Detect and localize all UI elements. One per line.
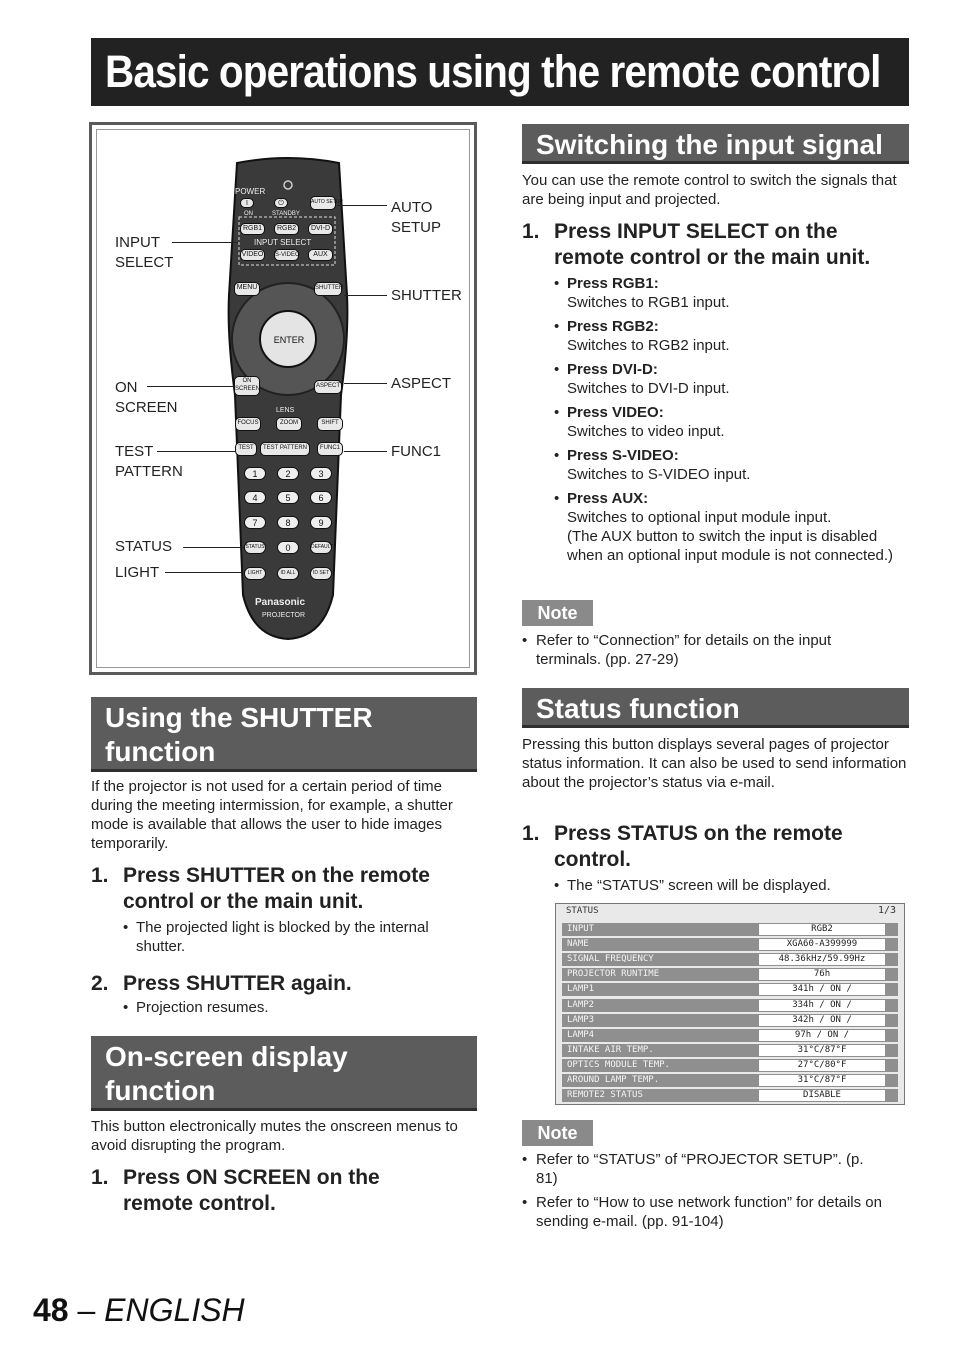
input-select-label: INPUT SELECT xyxy=(254,238,312,247)
svideo-button[interactable]: S-VIDEO xyxy=(274,249,299,261)
status-row-label: OPTICS MODULE TEMP. xyxy=(562,1059,898,1072)
callout-aspect: ASPECT xyxy=(391,375,452,392)
status-row-value: 334h / ON / xyxy=(759,1000,885,1011)
callout-status: STATUS xyxy=(115,538,172,555)
step-text: Press INPUT SELECT on the remote control or the main unit. xyxy=(554,220,871,269)
remote-figure xyxy=(89,122,477,675)
digit-8-button[interactable]: 8 xyxy=(277,516,299,529)
status-row-label: AROUND LAMP TEMP. xyxy=(562,1074,898,1087)
callout-test-pattern: TEST PATTERN xyxy=(115,443,183,480)
light-button[interactable]: LIGHT xyxy=(244,567,266,580)
input-options-list: • Press RGB1: Switches to RGB1 input. • Press RGB2: Switches to RGB2 input. • Press DVI-D: Switches to DVI-D input. • Press VIDEO: Switches to video input. • Press S-VIDEO: Switches to S-VIDEO input. • Press AUX: Switches to optional input module input. (The AUX button to switch the input is disabled when an optional input module is not connected.) xyxy=(554,275,894,564)
onscreen-intro: This button electronically mutes the onscreen menus to avoid disrupting the program. xyxy=(91,1118,458,1154)
status-row xyxy=(562,923,898,936)
page-title-bar xyxy=(91,38,909,106)
status-button[interactable]: STATUS xyxy=(244,541,266,554)
default-button[interactable]: DEFAULT xyxy=(310,541,332,554)
id-set-button[interactable]: ID SET xyxy=(310,567,332,580)
step-text: Press SHUTTER on the remote control or the main unit. xyxy=(123,864,430,913)
status-row-value: DISABLE xyxy=(759,1090,885,1101)
status-row-label: LAMP2 xyxy=(562,999,898,1012)
callout-on-screen: ON SCREEN xyxy=(115,379,178,416)
enter-button[interactable]: ENTER xyxy=(273,335,305,345)
digit-1-button[interactable]: 1 xyxy=(244,467,266,480)
status-row-label: INPUT xyxy=(562,923,898,936)
onscreen-section-heading: On-screen display function xyxy=(91,1036,477,1111)
footer-language: ENGLISH xyxy=(104,1292,245,1328)
status-intro: Pressing this button displays several pages of projector status information. It can also be used to send information about the projector’s status via e-mail. xyxy=(522,736,907,791)
status-row-value: 48.36kHz/59.99Hz xyxy=(759,954,885,965)
aspect-button[interactable]: ASPECT xyxy=(314,380,342,394)
id-all-button[interactable]: ID ALL xyxy=(277,567,299,580)
aux-button[interactable]: AUX xyxy=(308,249,333,261)
brand-logo: Panasonic xyxy=(255,597,306,608)
status-row-value: 97h / ON / xyxy=(759,1030,885,1041)
status-row xyxy=(562,1014,898,1027)
rgb2-button[interactable]: RGB2 xyxy=(274,223,299,235)
step-number: 1. xyxy=(91,864,109,887)
digit-0-button[interactable]: 0 xyxy=(277,541,299,554)
status-row-value: XGA60-A399999 xyxy=(759,939,885,950)
step-text: Press SHUTTER again. xyxy=(123,972,352,995)
status-screen-page: 1/3 xyxy=(877,905,896,916)
video-button[interactable]: VIDEO xyxy=(240,249,265,261)
shutter-button[interactable]: SHUTTER xyxy=(314,282,342,296)
on-screen-button[interactable]: ON SCREEN xyxy=(234,376,260,396)
on-label: ON xyxy=(244,211,253,217)
page-title: Basic operations using the remote control xyxy=(105,46,881,97)
status-row-value: 341h / ON / xyxy=(759,984,885,995)
shutter-step-2 xyxy=(91,971,477,997)
status-row-label: LAMP3 xyxy=(562,1014,898,1027)
test-button[interactable]: TEST xyxy=(235,442,257,456)
page-footer xyxy=(33,1292,245,1329)
input-section-heading: Switching the input signal xyxy=(522,124,909,164)
status-row xyxy=(562,968,898,981)
status-row-label: INTAKE AIR TEMP. xyxy=(562,1044,898,1057)
standby-button[interactable]: ⏻ xyxy=(274,198,288,208)
footer-separator: – xyxy=(68,1292,105,1328)
status-note-label: Note xyxy=(522,1120,593,1146)
callout-input-select: INPUT SELECT xyxy=(115,234,174,271)
callout-func1: FUNC1 xyxy=(391,443,442,460)
func1-button[interactable]: FUNC1 xyxy=(317,442,343,456)
callout-auto-setup: AUTO SETUP xyxy=(391,199,442,236)
product-label: PROJECTOR xyxy=(262,612,306,619)
shutter-step-1 xyxy=(91,863,477,915)
standby-label: STANDBY xyxy=(272,211,300,217)
status-row xyxy=(562,983,898,996)
status-row-label: LAMP1 xyxy=(562,983,898,996)
shift-button[interactable]: SHIFT xyxy=(317,417,343,431)
status-row-label: SIGNAL FREQUENCY xyxy=(562,953,898,966)
lens-label: LENS xyxy=(276,407,295,414)
step-number: 1. xyxy=(522,220,540,243)
status-row xyxy=(562,1029,898,1042)
rgb1-button[interactable]: RGB1 xyxy=(240,223,265,235)
input-step-1 xyxy=(522,219,909,271)
status-row-value: 31°C/87°F xyxy=(759,1075,885,1086)
step-number: 2. xyxy=(91,972,109,995)
status-row xyxy=(562,999,898,1012)
status-row-label: NAME xyxy=(562,938,898,951)
callout-light: LIGHT xyxy=(115,564,160,581)
focus-button[interactable]: FOCUS xyxy=(235,417,261,431)
page-number: 48 xyxy=(33,1292,69,1328)
status-row xyxy=(562,1044,898,1057)
dvid-button[interactable]: DVI-D xyxy=(308,223,333,235)
status-row-value: 342h / ON / xyxy=(759,1015,885,1026)
digit-4-button[interactable]: 4 xyxy=(244,491,266,504)
on-button[interactable]: I xyxy=(240,198,254,208)
input-intro: You can use the remote control to switch the signals that are being input and projected. xyxy=(522,172,897,208)
status-row-value: RGB2 xyxy=(759,924,885,935)
status-step-1 xyxy=(522,821,909,873)
status-screen-title: STATUS xyxy=(566,906,599,916)
callout-shutter: SHUTTER xyxy=(391,287,462,304)
step-number: 1. xyxy=(522,822,540,845)
status-row xyxy=(562,1059,898,1072)
auto-setup-button[interactable]: AUTO SETUP xyxy=(310,196,336,210)
status-row-label: PROJECTOR RUNTIME xyxy=(562,968,898,981)
digit-5-button[interactable]: 5 xyxy=(277,491,299,504)
onscreen-step-1 xyxy=(91,1165,477,1217)
step-text: Press ON SCREEN on the remote control. xyxy=(123,1166,380,1215)
digit-7-button[interactable]: 7 xyxy=(244,516,266,529)
status-screen xyxy=(555,903,905,1105)
shutter-section-heading: Using the SHUTTER function xyxy=(91,697,477,772)
input-note-label: Note xyxy=(522,600,593,626)
zoom-button[interactable]: ZOOM xyxy=(276,417,302,431)
status-row xyxy=(562,1074,898,1087)
shutter-intro: If the projector is not used for a certain period of time during the meeting intermission, for example, a shutter mode is available that allows the user to hide images temporarily. xyxy=(91,778,453,852)
step-text: Press STATUS on the remote control. xyxy=(554,822,843,871)
status-row xyxy=(562,938,898,951)
power-label: POWER xyxy=(235,187,266,196)
status-row-value: 76h xyxy=(759,969,885,980)
step-number: 1. xyxy=(91,1166,109,1189)
status-row-value: 31°C/87°F xyxy=(759,1045,885,1056)
test-pattern-button[interactable]: TEST PATTERN xyxy=(260,442,310,456)
status-row xyxy=(562,1089,898,1102)
status-row xyxy=(562,953,898,966)
digit-3-button[interactable]: 3 xyxy=(310,467,332,480)
status-row-label: REMOTE2 STATUS xyxy=(562,1089,898,1102)
status-section-heading: Status function xyxy=(522,688,909,728)
status-row-label: LAMP4 xyxy=(562,1029,898,1042)
status-row-value: 27°C/80°F xyxy=(759,1060,885,1071)
digit-6-button[interactable]: 6 xyxy=(310,491,332,504)
digit-9-button[interactable]: 9 xyxy=(310,516,332,529)
digit-2-button[interactable]: 2 xyxy=(277,467,299,480)
menu-button[interactable]: MENU xyxy=(234,282,260,296)
